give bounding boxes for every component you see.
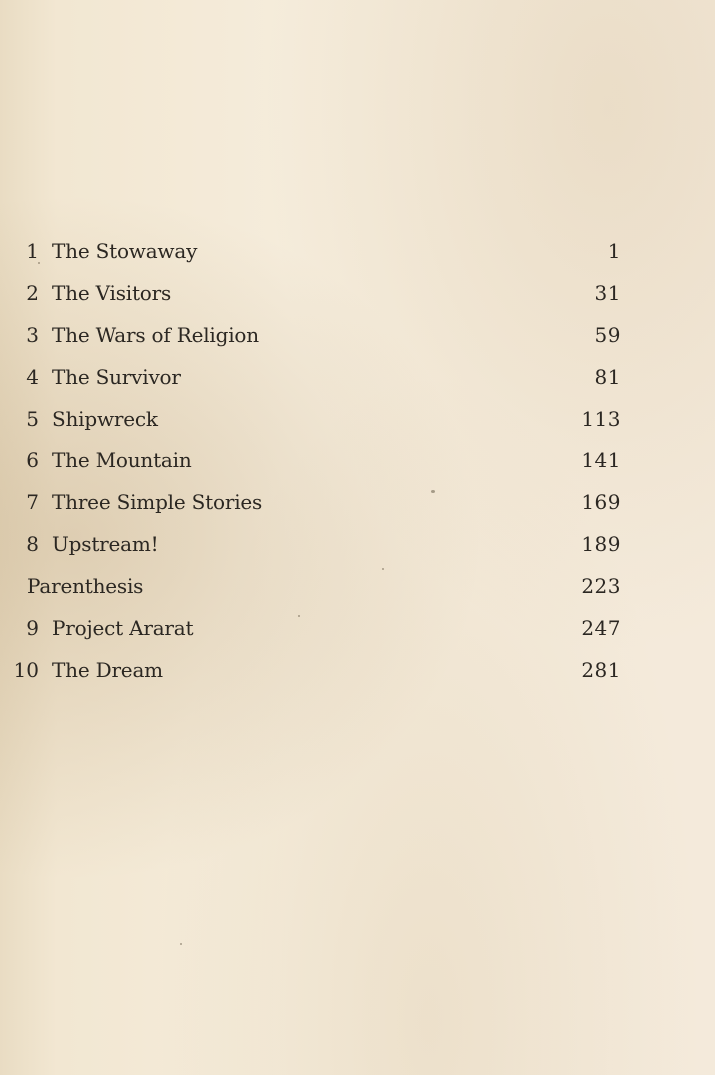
- chapter-title: The Survivor: [52, 364, 181, 389]
- page-number: 31: [594, 280, 621, 305]
- chapter-number: 8: [26, 532, 39, 557]
- page-number: 113: [581, 406, 621, 431]
- page-number: 81: [594, 364, 621, 389]
- toc-entry: [0, 358, 715, 400]
- toc-entry: [0, 441, 715, 483]
- page-number: 59: [594, 322, 621, 347]
- page-number: 281: [581, 657, 621, 682]
- page-number: 189: [581, 532, 621, 557]
- chapter-title: The Dream: [52, 657, 163, 682]
- page-number: 169: [581, 490, 621, 515]
- chapter-number: 1: [26, 239, 39, 263]
- chapter-number: 5: [26, 406, 39, 431]
- page-number: 247: [581, 616, 621, 641]
- toc-entry: [0, 651, 715, 693]
- chapter-title: Shipwreck: [52, 406, 158, 431]
- toc-entry: [0, 483, 715, 525]
- toc-entry: [0, 232, 715, 274]
- chapter-title: The Visitors: [52, 280, 172, 305]
- page-number: 223: [581, 574, 621, 599]
- toc-entry: [0, 400, 715, 442]
- chapter-title: The Mountain: [52, 448, 192, 473]
- chapter-title: Project Ararat: [52, 616, 194, 641]
- toc-entry: [0, 567, 715, 609]
- toc-entry: [0, 525, 715, 567]
- page-number: 1: [607, 239, 621, 263]
- chapter-title: Three Simple Stories: [52, 490, 263, 515]
- chapter-number: 7: [26, 490, 39, 515]
- chapter-title: The Stowaway: [52, 239, 198, 263]
- chapter-number: 2: [26, 280, 39, 305]
- chapter-title: The Wars of Religion: [52, 322, 259, 347]
- chapter-number: 9: [26, 616, 39, 641]
- chapter-title: Upstream!: [52, 532, 159, 557]
- table-of-contents: [0, 232, 715, 693]
- chapter-number: 10: [13, 657, 39, 682]
- chapter-number: 3: [26, 322, 39, 347]
- toc-entry: [0, 609, 715, 651]
- toc-entry: [0, 316, 715, 358]
- chapter-number: 6: [26, 448, 39, 473]
- section-title: Parenthesis: [27, 574, 144, 599]
- chapter-number: 4: [26, 364, 39, 389]
- toc-entry: [0, 274, 715, 316]
- paper-speck: [180, 943, 182, 945]
- page-number: 141: [581, 448, 621, 473]
